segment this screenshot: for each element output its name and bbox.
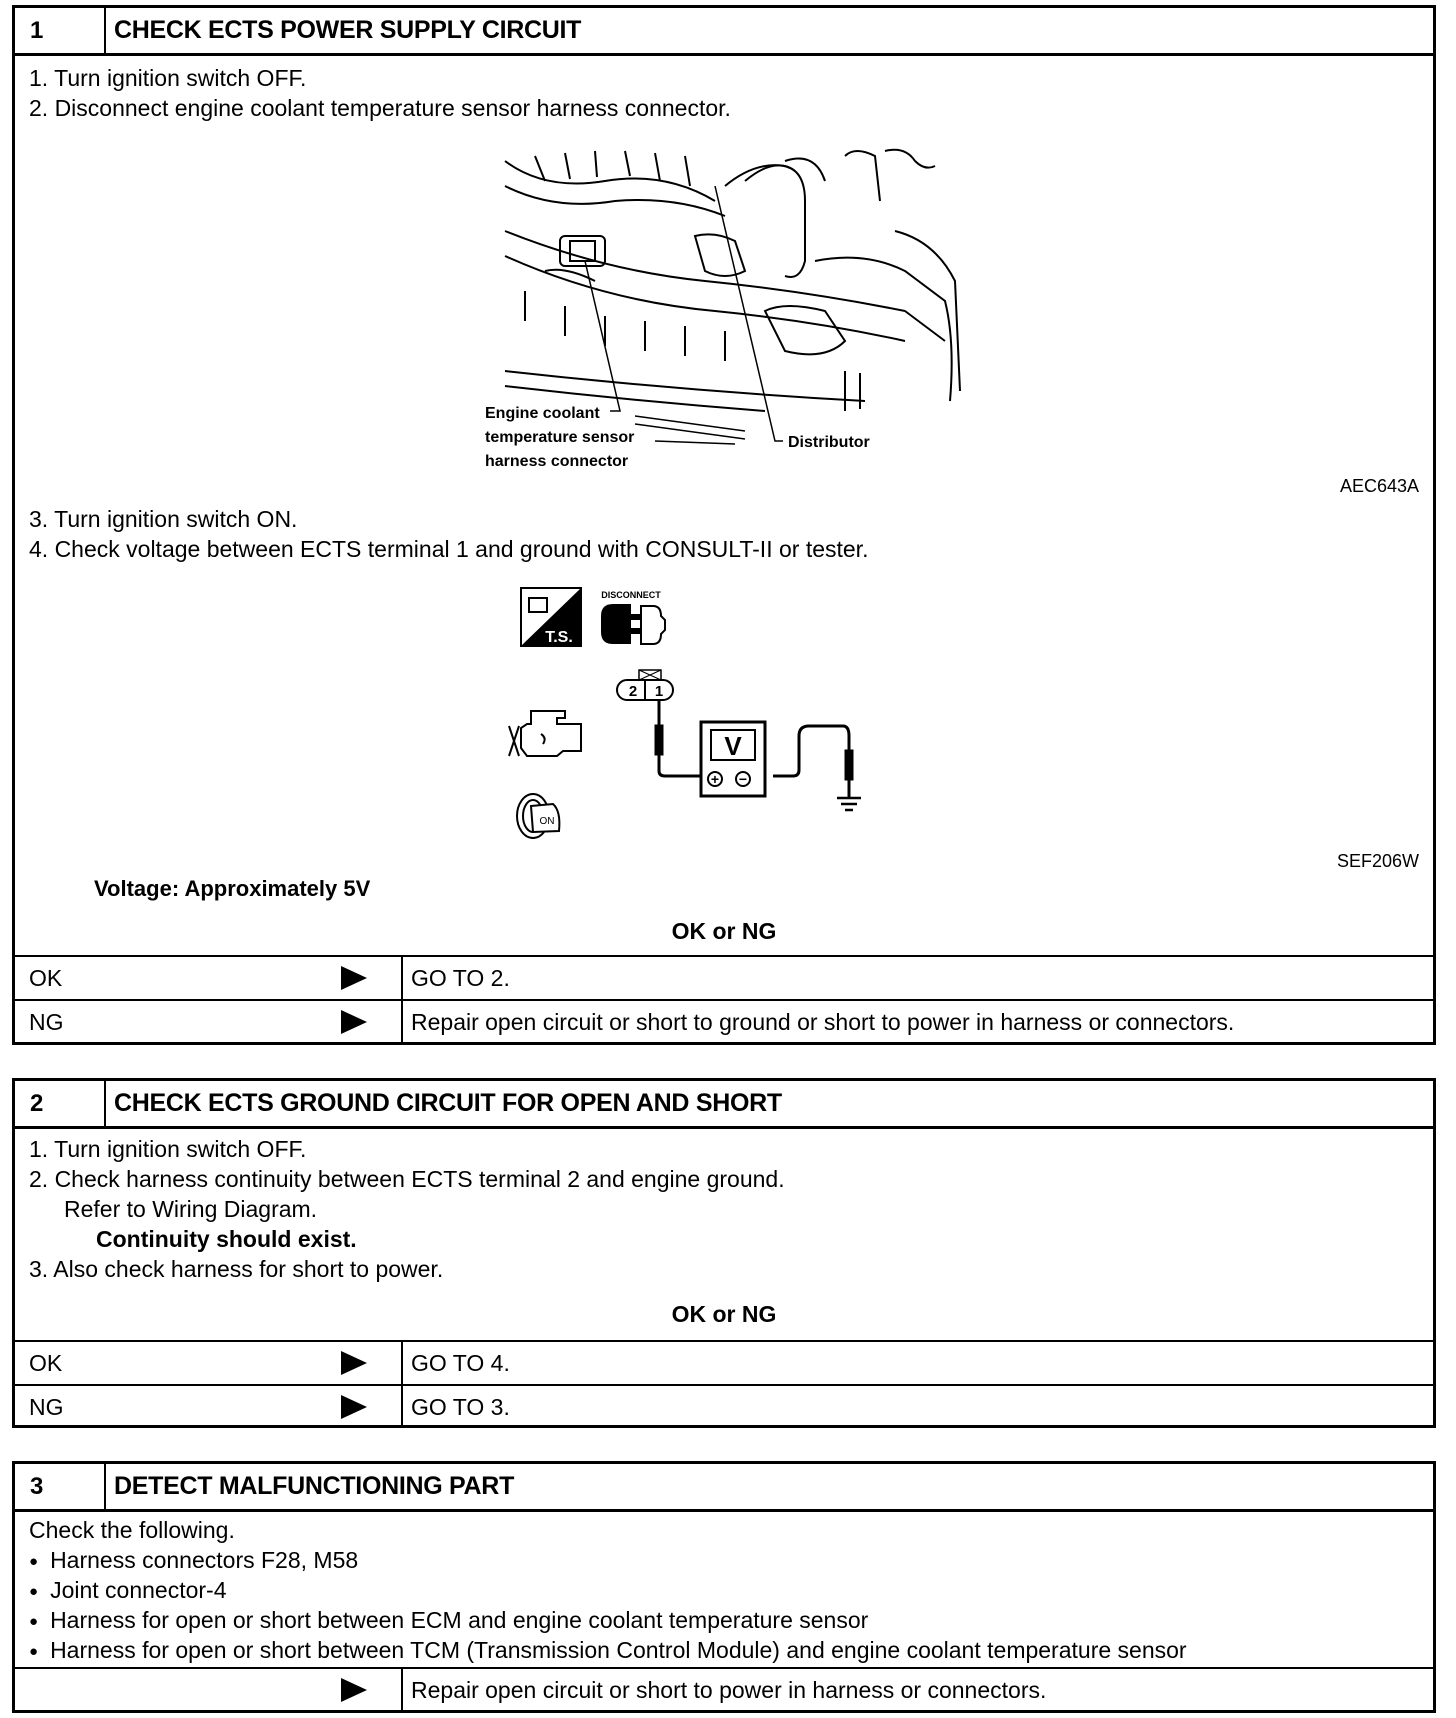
step-2-header [15,1081,1433,1129]
step-1-header [15,8,1433,56]
svg-text:−: − [738,771,748,787]
terminal-1: 1 [654,683,664,700]
step-3-box [12,1461,1436,1713]
svg-text:ON: ON [539,816,555,827]
check-item: ● Harness connectors F28, M58 [29,1547,358,1574]
instruction: Check the following. [29,1517,235,1543]
ects-connector-icon [617,670,673,700]
terminal-2: 2 [628,683,638,700]
svg-text:T.S.: T.S. [545,629,573,646]
arrow-right-icon [341,1010,367,1034]
result-action: GO TO 3. [411,1393,510,1420]
instruction: 4. Check voltage between ECTS terminal 1 and ground with CONSULT-II or tester. [29,536,869,562]
svg-text:+: + [710,771,720,787]
label-sensor-line3: harness connector [485,453,629,470]
result-row-ok [15,955,1433,999]
arrow-right-icon [341,966,367,990]
engine-bay-illustration [485,141,985,471]
label-sensor-line1: Engine coolant [485,405,600,422]
result-action: GO TO 4. [411,1349,510,1376]
step-3-header [15,1464,1433,1512]
step-1-box [12,5,1436,1045]
ignition-key-on-icon [517,794,559,838]
figure-code: SEF206W [1336,851,1419,871]
label-sensor-line2: temperature sensor [485,429,635,446]
result-row-ng [15,999,1433,1043]
step-3-body [15,1512,1433,1667]
result-label: OK [29,964,63,991]
result-row [15,1667,1433,1711]
engine-icon [509,711,581,756]
result-label: NG [29,1393,64,1420]
result-row-ok [15,1340,1433,1384]
leader-line-distributor [715,186,783,441]
check-item: ● Harness for open or short between TCM (Transmission Control Module) and engine coolant temperature sensor [29,1637,1187,1664]
svg-text:DISCONNECT: DISCONNECT [601,590,661,600]
result-action: Repair open circuit or short to ground or short to power in harness or connectors. [411,1008,1235,1035]
instruction: 1. Turn ignition switch OFF. [29,1136,307,1162]
ok-or-ng-label: OK or NG [671,1301,777,1327]
voltmeter-icon [701,722,765,796]
step-2-body [15,1129,1433,1340]
step-1-body [15,56,1433,955]
figure-code: AEC643A [1339,476,1419,496]
step-title: DETECT MALFUNCTIONING PART [114,1472,515,1500]
result-action: Repair open circuit or short to power in harness or connectors. [411,1676,1047,1703]
instruction: 2. Check harness continuity between ECTS terminal 2 and engine ground. [29,1166,785,1192]
instruction: Refer to Wiring Diagram. [64,1196,318,1222]
voltage-test-diagram [493,576,913,866]
test-setup-icon [521,588,581,646]
spec-voltage: Voltage: Approximately 5V [94,876,371,901]
step-number: 1 [15,8,106,53]
step-number: 2 [15,1081,106,1126]
svg-text:V: V [724,731,742,761]
result-label: OK [29,1349,63,1376]
result-action: GO TO 2. [411,964,510,991]
check-item: ● Harness for open or short between ECM and engine coolant temperature sensor [29,1607,868,1634]
arrow-right-icon [341,1351,367,1375]
instruction: 3. Turn ignition switch ON. [29,506,298,532]
result-label: NG [29,1008,64,1035]
arrow-right-icon [341,1395,367,1419]
step-2-box [12,1078,1436,1428]
spec-continuity: Continuity should exist. [96,1226,357,1252]
arrow-right-icon [341,1678,367,1702]
leader-line-sensor [585,261,620,411]
step-title: CHECK ECTS POWER SUPPLY CIRCUIT [114,16,582,44]
result-row-ng [15,1384,1433,1428]
label-distributor: Distributor [788,434,870,451]
disconnect-connector-icon [601,590,665,644]
check-item: ● Joint connector-4 [29,1577,227,1604]
instruction: 1. Turn ignition switch OFF. [29,65,307,91]
instruction: 3. Also check harness for short to power. [29,1256,444,1282]
step-number: 3 [15,1464,106,1509]
step-title: CHECK ECTS GROUND CIRCUIT FOR OPEN AND SHORT [114,1089,782,1117]
ok-or-ng-label: OK or NG [671,918,777,944]
instruction: 2. Disconnect engine coolant temperature sensor harness connector. [29,95,731,121]
